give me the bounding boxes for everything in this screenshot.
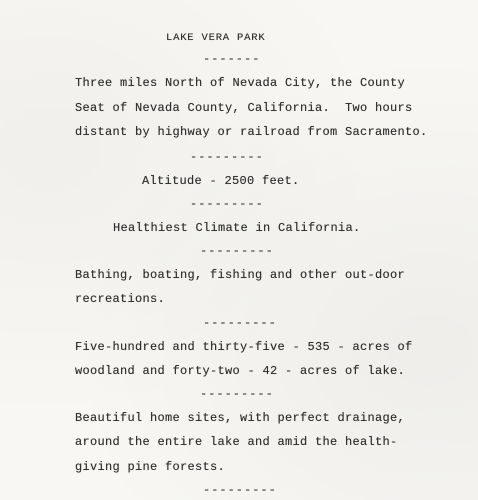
recreation-line-1: Bathing, boating, fishing and other out-door: [75, 268, 406, 282]
separator-4: ---------: [200, 244, 274, 258]
separator-6: ---------: [200, 387, 274, 401]
page-title: LAKE VERA PARK: [166, 32, 266, 44]
climate-line: Healthiest Climate in California.: [113, 221, 361, 235]
altitude-line: Altitude - 2500 feet.: [142, 174, 300, 188]
homesites-line-1: Beautiful home sites, with perfect drainage,: [75, 411, 406, 425]
recreation-line-2: recreations.: [75, 292, 166, 306]
acreage-line-2: woodland and forty-two - 42 - acres of lake.: [75, 364, 406, 378]
homesites-line-2: around the entire lake and amid the health-: [75, 435, 398, 449]
intro-line-3: distant by highway or railroad from Sacramento.: [75, 125, 428, 139]
homesites-line-3: giving pine forests.: [75, 460, 226, 474]
separator-5: ---------: [203, 316, 277, 330]
separator-7: ---------: [203, 483, 277, 497]
intro-line-2: Seat of Nevada County, California. Two hours: [75, 101, 413, 115]
acreage-line-1: Five-hundred and thirty-five - 535 - acres of: [75, 340, 413, 354]
separator-1: -------: [203, 52, 261, 66]
intro-line-1: Three miles North of Nevada City, the County: [75, 76, 406, 90]
separator-3: ---------: [190, 197, 264, 211]
separator-2: ---------: [190, 150, 264, 164]
